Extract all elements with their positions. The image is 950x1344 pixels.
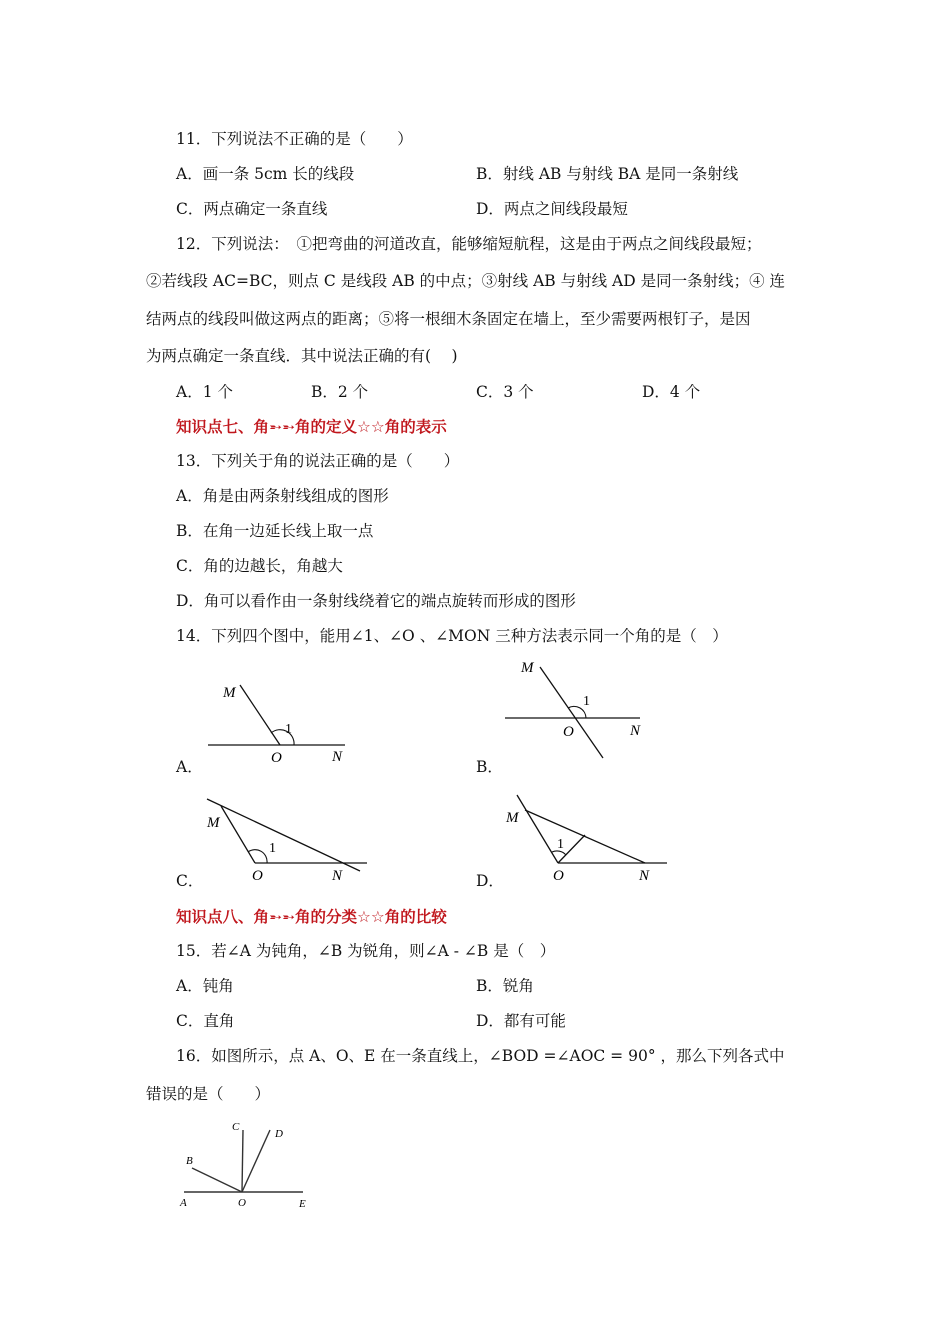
q11-option-c: C．两点确定一条直线 <box>176 200 328 218</box>
q13-option-b: B．在角一边延长线上取一点 <box>176 522 374 540</box>
q15-stem: 15．若∠A 为钝角，∠B 为锐角，则∠A - ∠B 是（ ） <box>176 942 556 960</box>
label-1: 1 <box>285 722 292 737</box>
q14-figure-b <box>500 655 660 765</box>
q14-stem: 14．下列四个图中，能用∠1、∠O 、∠MON 三种方法表示同一个角的是（ ） <box>176 627 728 645</box>
q13-option-c: C．角的边越长，角越大 <box>176 557 343 575</box>
q13-option-d: D．角可以看作由一条射线绕着它的端点旋转而形成的图形 <box>176 592 576 610</box>
q13-option-a: A．角是由两条射线组成的图形 <box>176 487 389 505</box>
label-c: C <box>232 1121 240 1133</box>
q14-figure-c <box>195 790 375 885</box>
q12-line-3: 结两点的线段叫做这两点的距离；⑤将一根细木条固定在墙上，至少需要两根钉子，是因 <box>146 310 751 328</box>
label-m: M <box>506 810 519 826</box>
q15-option-b: B．锐角 <box>476 977 534 995</box>
q16-line-1: 16．如图所示，点 A、O、E 在一条直线上，∠BOD =∠AOC = 90° ，那么下列各式中 <box>176 1047 785 1065</box>
label-n: N <box>332 749 343 765</box>
q12-line-2: ②若线段 AC=BC，则点 C 是线段 AB 的中点；③射线 AB 与射线 AD 是同一条射线；④ 连 <box>146 272 785 290</box>
label-1: 1 <box>583 694 590 709</box>
q14-figure-a <box>195 680 365 770</box>
q11-stem: 11．下列说法不正确的是（ ） <box>176 130 413 148</box>
q15-option-c: C．直角 <box>176 1012 235 1030</box>
q14-option-c-label: C． <box>176 872 204 890</box>
q15-option-d: D．都有可能 <box>476 1012 566 1030</box>
q11-option-b: B．射线 AB 与射线 BA 是同一条射线 <box>476 165 739 183</box>
label-m: M <box>521 660 534 676</box>
q12-option-b: B．2 个 <box>311 383 369 401</box>
label-e: E <box>299 1198 306 1210</box>
q12-line-4: 为两点确定一条直线．其中说法正确的有( ) <box>146 347 458 365</box>
label-b: B <box>186 1155 193 1167</box>
label-m: M <box>207 815 220 831</box>
q12-line-1: 12．下列说法： ①把弯曲的河道改直，能够缩短航程，这是由于两点之间线段最短； <box>176 235 762 253</box>
label-o: O <box>271 750 282 766</box>
q12-option-a: A．1 个 <box>176 383 233 401</box>
q11-option-d: D．两点之间线段最短 <box>476 200 628 218</box>
label-n: N <box>332 868 343 884</box>
label-d: D <box>275 1128 283 1140</box>
q15-option-a: A．钝角 <box>176 977 234 995</box>
label-n: N <box>630 723 641 739</box>
label-n: N <box>639 868 650 884</box>
label-o: O <box>553 868 564 884</box>
q14-option-d-label: D． <box>476 872 504 890</box>
q16-line-2: 错误的是（ ） <box>146 1085 271 1103</box>
section-heading-8: 知识点八、角➵➵角的分类☆☆角的比较 <box>176 908 447 926</box>
q14-option-a-label: A． <box>176 758 203 776</box>
label-o: O <box>563 724 574 740</box>
q14-option-b-label: B． <box>476 758 503 776</box>
label-1: 1 <box>269 841 276 856</box>
q16-figure <box>172 1115 322 1215</box>
label-1: 1 <box>557 837 564 852</box>
q13-stem: 13．下列关于角的说法正确的是（ ） <box>176 452 460 470</box>
q11-option-a: A．画一条 5cm 长的线段 <box>176 165 355 183</box>
label-m: M <box>223 685 236 701</box>
q12-option-d: D．4 个 <box>642 383 701 401</box>
label-o: O <box>252 868 263 884</box>
label-o: O <box>238 1197 246 1209</box>
q14-figure-d <box>500 790 675 885</box>
q12-option-c: C．3 个 <box>476 383 534 401</box>
section-heading-7: 知识点七、角➵➵角的定义☆☆角的表示 <box>176 418 447 436</box>
label-a: A <box>180 1197 187 1209</box>
